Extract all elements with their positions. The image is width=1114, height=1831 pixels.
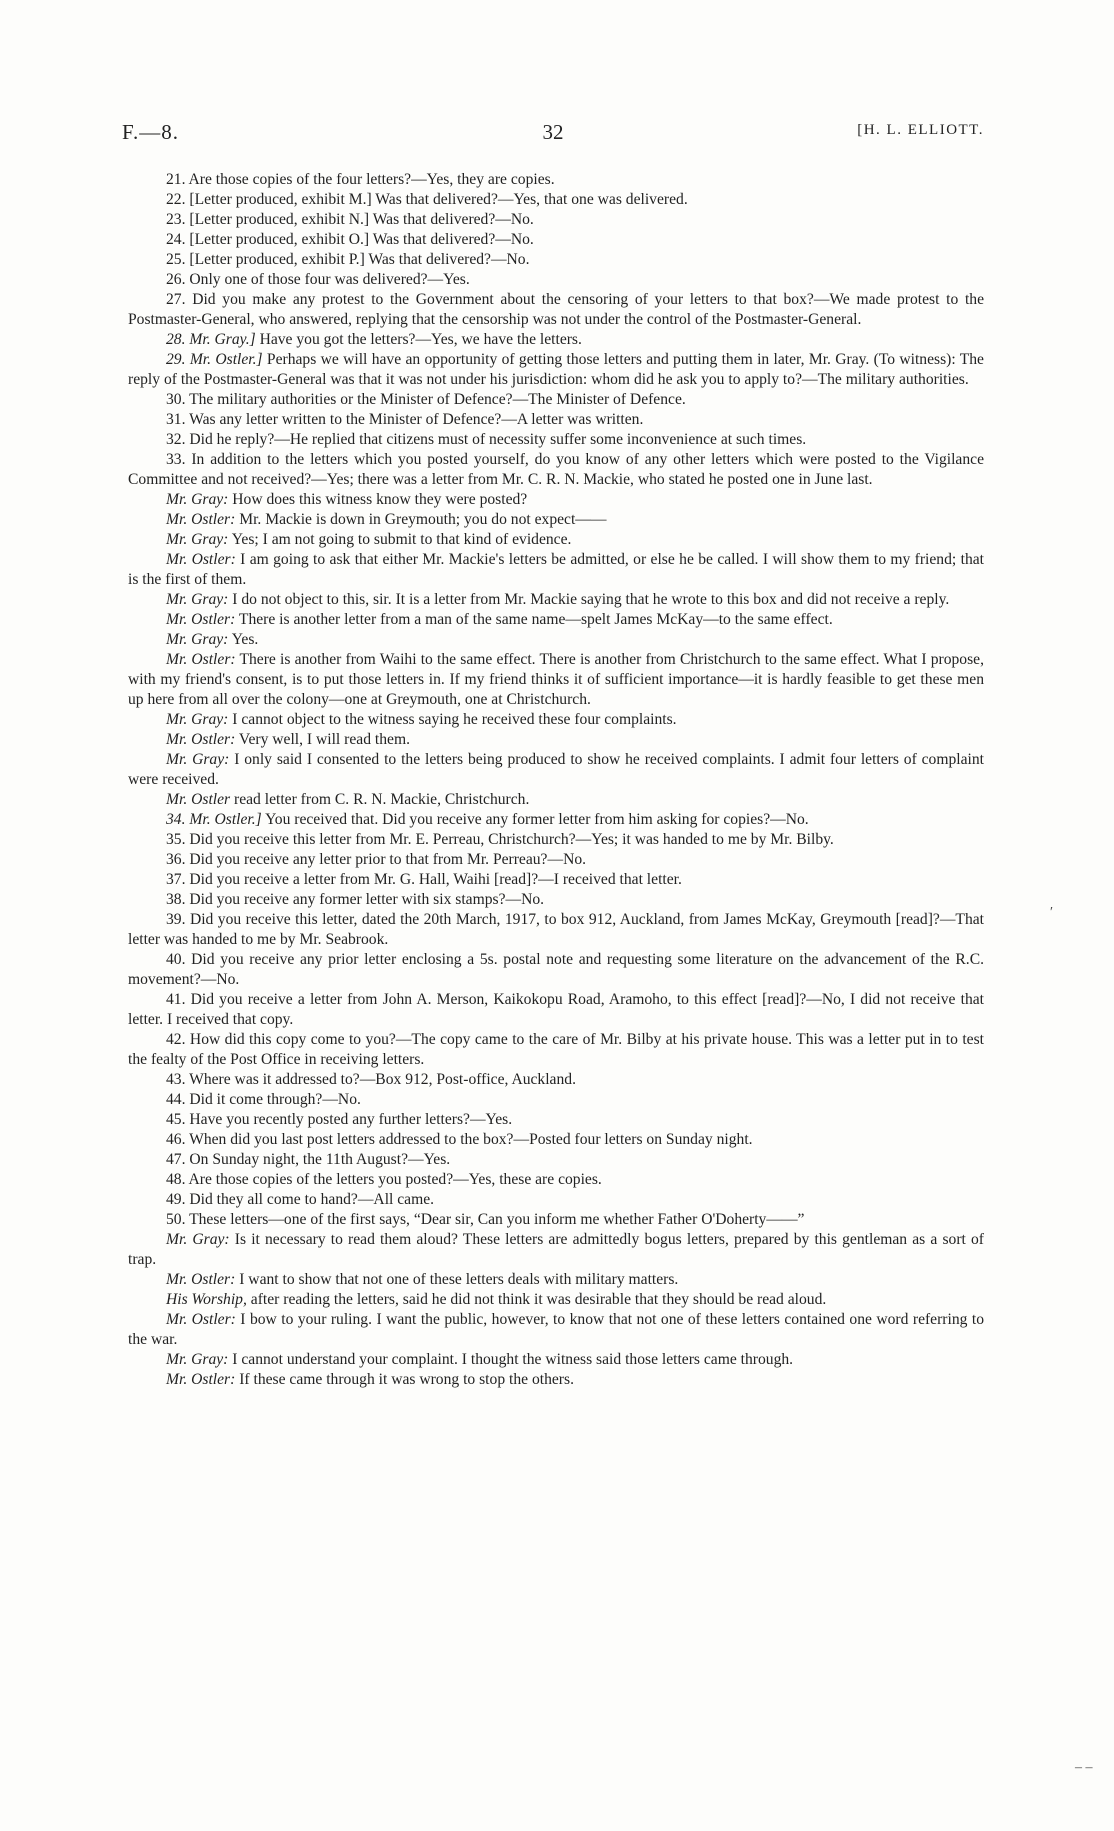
transcript-paragraph [128,1350,984,1370]
paragraph-text: 48. Are those copies of the letters you posted?—Yes, these are copies. [166,1171,602,1188]
document-code: F.—8. [122,120,179,144]
paragraph-text: read letter from C. R. N. Mackie, Christchurch. [230,791,530,808]
paragraph-text: 46. When did you last post letters addressed to the box?—Posted four letters on Sunday night. [166,1131,753,1148]
speaker-label: Mr. Ostler: [166,731,236,748]
speaker-label: Mr. Gray: [166,631,229,648]
transcript-paragraph [128,630,984,650]
transcript-paragraph [128,830,984,850]
transcript-paragraph [128,1290,984,1310]
transcript-paragraph [128,1130,984,1150]
paragraph-text: 35. Did you receive this letter from Mr. E. Perreau, Christchurch?—Yes; it was handed to me by Mr. Bilby. [166,831,834,848]
transcript-paragraph [128,590,984,610]
transcript-paragraph [128,810,984,830]
paragraph-text: I am going to ask that either Mr. Mackie's letters be admitted, or else he be called. I will show them to my friend; that is the first of them. [128,551,984,588]
paragraph-text: Have you got the letters?—Yes, we have the letters. [255,331,582,348]
speaker-label: Mr. Gray: [166,491,229,508]
transcript-paragraph [128,890,984,910]
transcript-paragraph [128,230,984,250]
speaker-label: Mr. Ostler [166,791,231,808]
transcript-paragraph [128,990,984,1030]
transcript-paragraph [128,1310,984,1350]
transcript-paragraph [128,170,984,190]
speaker-label: 28. Mr. Gray.] [166,331,256,348]
transcript-paragraph [128,750,984,790]
witness-name: [H. L. ELLIOTT. [857,122,984,138]
transcript-paragraph [128,1210,984,1230]
transcript-paragraph [128,1110,984,1130]
transcript-paragraph [128,910,984,950]
paragraph-text: Yes. [228,631,259,648]
margin-mark: ‒ – [1075,1760,1093,1775]
paragraph-text: I want to show that not one of these letters deals with military matters. [235,1271,679,1288]
transcript-paragraph [128,430,984,450]
paragraph-text: I do not object to this, sir. It is a letter from Mr. Mackie saying that he wrote to this box and did not receive a reply. [228,591,950,608]
paragraph-text: 37. Did you receive a letter from Mr. G. Hall, Waihi [read]?—I received that letter. [166,871,682,888]
paragraph-text: I cannot object to the witness saying he received these four complaints. [228,711,677,728]
transcript-paragraph [128,390,984,410]
speaker-label: Mr. Ostler: [166,1311,236,1328]
transcript-paragraph [128,650,984,710]
paragraph-text: 45. Have you recently posted any further letters?—Yes. [166,1111,513,1128]
transcript-paragraph [128,790,984,810]
transcript-paragraph [128,1370,984,1390]
speaker-label: 34. Mr. Ostler.] [166,811,262,828]
transcript-paragraph [128,530,984,550]
paragraph-text: 26. Only one of those four was delivered?—Yes. [166,271,470,288]
page-header [122,120,984,150]
paragraph-text: 31. Was any letter written to the Minister of Defence?—A letter was written. [166,411,644,428]
transcript-paragraph [128,410,984,430]
paragraph-text: 42. How did this copy come to you?—The copy came to the care of Mr. Bilby at his private house. This was a letter put in to test the fealty of the Post Office in receiving letters. [128,1031,984,1068]
paragraph-text: 33. In addition to the letters which you posted yourself, do you know of any other letters which were posted to the Vigilance Committee and not received?—Yes; there was a letter from Mr. C. R. N. Mackie, who stated he posted one in June last. [128,451,984,488]
speaker-label: Mr. Ostler: [166,1371,236,1388]
transcript-paragraph [128,210,984,230]
transcript-paragraph [128,450,984,490]
paragraph-text: Perhaps we will have an opportunity of getting those letters and putting them in later, Mr. Gray. (To witness): The reply of the Postmaster-General was that it was not under his jurisdiction: whom did he ask you to apply to?—The military authorities. [128,351,984,388]
speaker-label: Mr. Ostler: [166,651,236,668]
paragraph-text: 38. Did you receive any former letter with six stamps?—No. [166,891,545,908]
speaker-label: Mr. Gray: [166,751,230,768]
paragraph-text: Yes; I am not going to submit to that kind of evidence. [228,531,572,548]
transcript-paragraph [128,1270,984,1290]
transcript-paragraph [128,350,984,390]
speaker-label: Mr. Gray: [166,531,229,548]
transcript-paragraph [128,1170,984,1190]
paragraph-text: 49. Did they all come to hand?—All came. [166,1191,435,1208]
paragraph-text: 50. These letters—one of the first says, “Dear sir, Can you inform me whether Father O'Doherty——” [166,1211,805,1228]
paragraph-text: 24. [Letter produced, exhibit O.] Was that delivered?—No. [166,231,534,248]
speaker-label: Mr. Ostler: [166,611,236,628]
speaker-label: Mr. Gray: [166,711,229,728]
paragraph-text: 47. On Sunday night, the 11th August?—Yes. [166,1151,451,1168]
speaker-label: Mr. Ostler: [166,511,236,528]
paragraph-text: I bow to your ruling. I want the public, however, to know that not one of these letters contained one word referring to the war. [128,1311,984,1348]
paragraph-text: How does this witness know they were posted? [228,491,528,508]
paragraph-text: 25. [Letter produced, exhibit P.] Was that delivered?—No. [166,251,530,268]
paragraph-text: I cannot understand your complaint. I thought the witness said those letters came through. [228,1351,794,1368]
transcript-paragraph [128,610,984,630]
transcript-paragraph [128,850,984,870]
transcript-paragraph [128,950,984,990]
transcript-paragraph [128,1070,984,1090]
speaker-label: 29. Mr. Ostler.] [166,351,263,368]
speaker-label: Mr. Ostler: [166,1271,236,1288]
paragraph-text: I only said I consented to the letters being produced to show he received complaints. I admit four letters of complaint were received. [128,751,984,788]
transcript-paragraph [128,250,984,270]
transcript-paragraph [128,870,984,890]
paragraph-text: 27. Did you make any protest to the Government about the censoring of your letters to that box?—We made protest to the Postmaster-General, who answered, replying that the censorship was not under the control of the Postmaster-General. [128,291,984,328]
paragraph-text: 41. Did you receive a letter from John A. Merson, Kaikokopu Road, Aramoho, to this effect [read]?—No, I did not receive that letter. I received that copy. [128,991,984,1028]
transcript-paragraph [128,290,984,330]
paragraph-text: If these came through it was wrong to stop the others. [235,1371,574,1388]
transcript-paragraph [128,550,984,590]
paragraph-text: 39. Did you receive this letter, dated the 20th March, 1917, to box 912, Auckland, from James McKay, Greymouth [read]?—That letter was handed to me by Mr. Seabrook. [128,911,984,948]
transcript-paragraph [128,1190,984,1210]
speaker-label: Mr. Ostler: [166,551,236,568]
paragraph-text: 36. Did you receive any letter prior to that from Mr. Perreau?—No. [166,851,587,868]
page-number: 32 [542,120,564,144]
paragraph-text: You received that. Did you receive any former letter from him asking for copies?—No. [261,811,809,828]
speaker-label: Mr. Gray: [166,1351,229,1368]
transcript-paragraph [128,730,984,750]
paragraph-text: 21. Are those copies of the four letters?—Yes, they are copies. [166,171,555,188]
paragraph-text: 43. Where was it addressed to?—Box 912, Post-office, Auckland. [166,1071,576,1088]
transcript-paragraph [128,710,984,730]
paragraph-text: 44. Did it come through?—No. [166,1091,361,1108]
speaker-label: Mr. Gray: [166,591,229,608]
paragraph-text: Mr. Mackie is down in Greymouth; you do not expect—— [235,511,607,528]
transcript-paragraph [128,1150,984,1170]
transcript-paragraph [128,510,984,530]
paragraph-text: 30. The military authorities or the Minister of Defence?—The Minister of Defence. [166,391,686,408]
paragraph-text: 22. [Letter produced, exhibit M.] Was that delivered?—Yes, that one was delivered. [166,191,688,208]
speaker-label: His Worship, [166,1291,247,1308]
paragraph-text: 40. Did you receive any prior letter enclosing a 5s. postal note and requesting some literature on the advancement of the R.C. movement?—No. [128,951,984,988]
paragraph-text: after reading the letters, said he did not think it was desirable that they should be read aloud. [246,1291,827,1308]
paragraph-text: Is it necessary to read them aloud? These letters are admittedly bogus letters, prepared by this gentleman as a sort of trap. [128,1231,984,1268]
transcript-paragraph [128,1090,984,1110]
transcript-paragraph [128,270,984,290]
paragraph-text: Very well, I will read them. [235,731,410,748]
transcript-body [128,170,984,1390]
speaker-label: Mr. Gray: [166,1231,230,1248]
transcript-paragraph [128,490,984,510]
transcript-paragraph [128,1030,984,1070]
paragraph-text: There is another letter from a man of the same name—spelt James McKay—to the same effect. [235,611,833,628]
paragraph-text: 23. [Letter produced, exhibit N.] Was that delivered?—No. [166,211,534,228]
transcript-paragraph [128,1230,984,1270]
paragraph-text: 32. Did he reply?—He replied that citizens must of necessity suffer some inconvenience at such times. [166,431,807,448]
transcript-paragraph [128,190,984,210]
transcript-paragraph [128,330,984,350]
paragraph-text: There is another from Waihi to the same effect. There is another from Christchurch to the same effect. What I propose, with my friend's consent, is to put those letters in. If my friend thinks it of sufficient importance—it is hardly feasible to get these men up here from all over the colony—one at Greymouth, one at Christchurch. [128,651,984,708]
margin-mark: ′ [1050,905,1054,920]
